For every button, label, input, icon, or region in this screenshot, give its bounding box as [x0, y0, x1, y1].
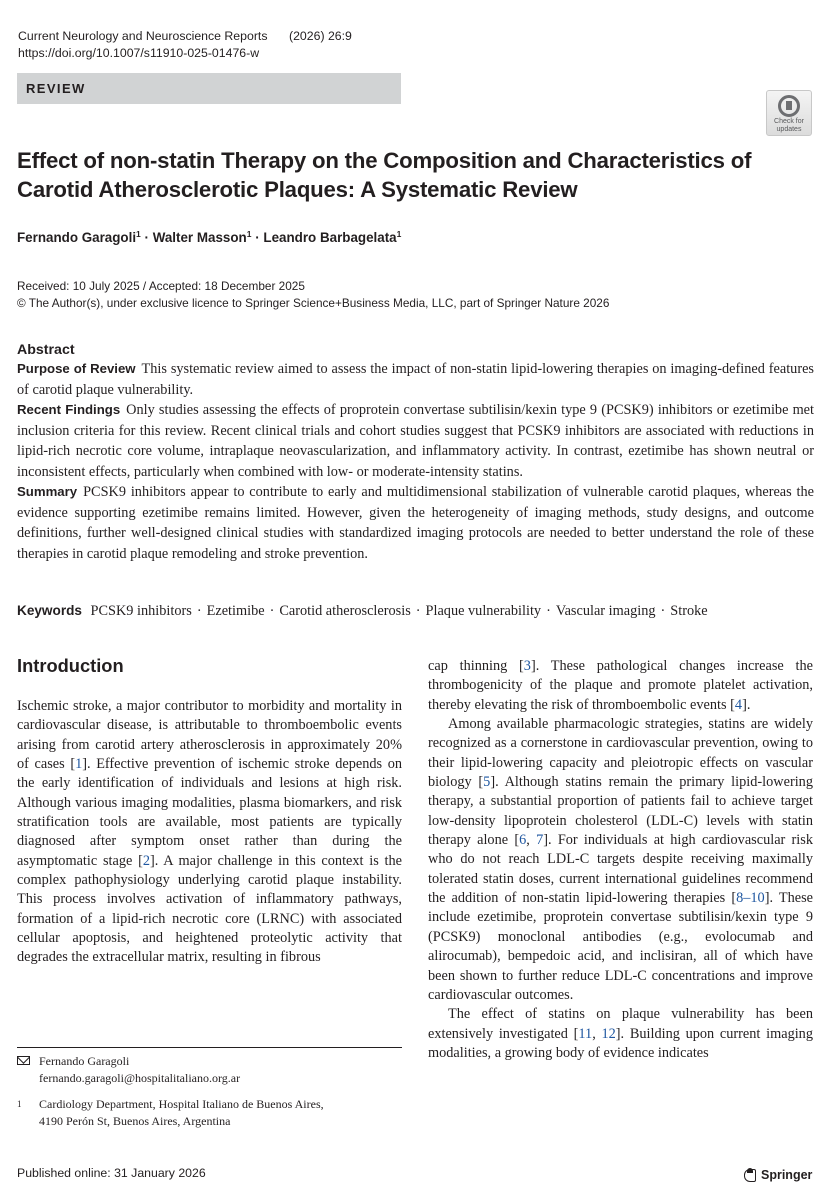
abstract-heading: Abstract — [17, 342, 75, 358]
citation-link[interactable]: 5 — [483, 774, 491, 791]
footnotes — [17, 1053, 324, 1129]
author-list — [17, 229, 401, 245]
keywords — [17, 600, 708, 622]
keywords-label: Keywords — [17, 603, 82, 618]
article-dates — [17, 278, 609, 312]
keyword-separator: · — [269, 603, 275, 619]
volume-info: (2026) 26:9 — [289, 29, 352, 43]
findings-label: Recent Findings — [17, 402, 121, 417]
text-run: , — [526, 832, 537, 849]
text-run: ]. — [742, 696, 751, 713]
text-run: ]. For individuals at high cardiovascular risk who do not reach LDL-C targets despite receiving maximally tolerated statin doses, current international guidelines recommend the addition of non-statin lipid-lowering therapies [ — [428, 832, 813, 907]
intro-paragraph — [428, 1005, 813, 1063]
received-accepted: Received: 10 July 2025 / Accepted: 18 December 2025 — [17, 279, 305, 293]
text-run: ]. Although statins remain the primary lipid-lowering therapy, a substantial proportion of patients fail to achieve target low-density lipoprotein cholesterol (LDL-C) levels with statin therapy alone [ — [428, 774, 813, 849]
citation-link[interactable]: 1 — [75, 756, 83, 773]
purpose-text: This systematic review aimed to assess the impact of non-statin lipid-lowering therapies on imaging-defined features of carotid plaque vulnerability. — [17, 361, 814, 398]
abstract-summary — [17, 482, 814, 564]
publisher-logo — [743, 1168, 812, 1182]
crossmark-label-1: Check for — [774, 118, 804, 125]
text-run: ]. Building upon current imaging modalities, a growing body of evidence indicates — [428, 1025, 813, 1061]
keyword: Ezetimibe — [206, 603, 265, 619]
text-run: ]. These include ezetimibe, proprotein convertase subtilisin/kexin type 9 (PCSK9) monoclonal antibodies (e.g., evolocumab and alirocumab), bempedoic acid, and inclisiran, all of which have been shown to further reduce LDL-C concentrations and improve cardiovascular outcomes. — [428, 890, 813, 1003]
author-name[interactable]: Walter Masson — [152, 230, 247, 245]
footnote-divider — [17, 1047, 402, 1048]
text-run: ]. Effective prevention of ischemic stroke depends on the early identification of individuals and lesions at high risk. Although various imaging modalities, plasma biomarkers, and risk stratification tools are available, most patients are typically diagnosed after symptom onset rather than during the asymptomatic stage [ — [17, 756, 402, 869]
author-name[interactable]: Fernando Garagoli — [17, 230, 137, 245]
left-column — [17, 697, 402, 968]
affiliation-line: Cardiology Department, Hospital Italiano de Buenos Aires, — [39, 1097, 324, 1111]
intro-paragraph — [428, 715, 813, 1005]
text-run: Ischemic stroke, a major contributor to morbidity and mortality in cardiovascular disease, is attributable to thromboembolic events arising from carotid artery atherosclerosis in approximately 20% of cases [ — [17, 698, 402, 773]
author-affiliation-mark: 1 — [136, 229, 141, 239]
author-name[interactable]: Leandro Barbagelata — [263, 230, 397, 245]
journal-name: Current Neurology and Neuroscience Reports — [18, 29, 268, 43]
springer-horse-icon — [743, 1168, 756, 1182]
citation-link[interactable]: 6 — [519, 832, 527, 849]
affiliation — [17, 1096, 324, 1129]
abstract — [17, 341, 814, 564]
citation-link[interactable]: 2 — [142, 852, 150, 869]
right-column — [428, 657, 813, 1063]
keyword: Vascular imaging — [555, 603, 656, 619]
keyword: Stroke — [670, 603, 708, 619]
keyword-separator: · — [196, 603, 202, 619]
author-affiliation-mark: 1 — [396, 229, 402, 239]
crossmark-label-2: updates — [776, 126, 802, 133]
abstract-purpose — [17, 359, 814, 400]
citation-link[interactable]: 8–10 — [736, 890, 765, 907]
crossmark-icon — [778, 95, 800, 117]
text-run: cap thinning [ — [428, 658, 524, 674]
intro-paragraph — [17, 697, 402, 968]
copyright-line: © The Author(s), under exclusive licence to Springer Science+Business Media, LLC, part of Springer Nature 2026 — [17, 296, 610, 310]
article-type-band: REVIEW — [17, 73, 401, 104]
keyword-separator: · — [546, 603, 551, 619]
keyword-separator: · — [415, 603, 421, 619]
author-separator: · — [255, 230, 260, 245]
check-for-updates-badge[interactable] — [766, 90, 812, 136]
introduction-heading: Introduction — [17, 655, 124, 676]
keyword: Plaque vulnerability — [425, 603, 542, 619]
publisher-name: Springer — [761, 1168, 813, 1182]
citation-link[interactable]: 11 — [578, 1025, 593, 1042]
summary-text: PCSK9 inhibitors appear to contribute to early and multidimensional stabilization of vulnerable carotid plaques, whereas the evidence supporting ezetimibe remains limited. However, given the heterogeneity of imaging methods, study designs, and outcome definitions, further well-designed clinical studies with standardized imaging protocols are needed to better understand the role of these therapies in carotid plaque remodeling and stroke prevention. — [17, 484, 814, 562]
citation-link[interactable]: 3 — [523, 658, 531, 674]
abstract-findings — [17, 400, 814, 482]
citation-link[interactable]: 12 — [601, 1025, 616, 1042]
text-run: ]. A major challenge in this context is the complex pathophysiology underlying carotid plaque instability. This process involves activation of inflammatory pathways, formation of a lipid-rich necrotic core (LRNC) with associated cellular apoptosis, and heightened proteolytic activity that degrades the extracellular matrix, resulting in fibrous — [17, 852, 402, 966]
keyword: PCSK9 inhibitors — [90, 603, 192, 619]
text-run: , — [592, 1025, 602, 1042]
keyword: Carotid atherosclerosis — [279, 603, 411, 619]
text-run: Among available pharmacologic strategies, statins are widely recognized as a cornerstone in cardiovascular prevention, owing to their lipid-lowering capacity and pleiotropic effects on vascular biology [ — [428, 716, 813, 791]
text-run: The effect of statins on plaque vulnerability has been extensively investigated [ — [428, 1006, 813, 1042]
text-run: ]. These pathological changes increase the thrombogenicity of the plaque and promote platelet activation, thereby elevating the risk of thromboembolic events [ — [428, 658, 813, 713]
findings-text: Only studies assessing the effects of proprotein convertase subtilisin/kexin type 9 (PCSK9) inhibitors or ezetimibe met inclusion criteria for this review. Recent clinical trials and cohort studies suggest that PCSK9 inhibitors are associated with reductions in lipid-rich necrotic core volume, intraplaque neovascularization, and inflammatory activity. In contrast, ezetimibe has shown neutral or inconsistent effects, particularly when combined with low- or moderate-intensity statins. — [17, 402, 815, 480]
envelope-icon — [17, 1056, 30, 1065]
purpose-label: Purpose of Review — [17, 361, 136, 376]
citation-link[interactable]: 7 — [536, 832, 544, 849]
doi-link[interactable]: https://doi.org/10.1007/s11910-025-01476-w — [18, 46, 260, 60]
corresponding-author — [17, 1053, 324, 1086]
citation-link[interactable]: 4 — [734, 696, 743, 713]
corresponding-name: Fernando Garagoli — [39, 1054, 130, 1068]
affiliation-number: 1 — [17, 1099, 22, 1109]
affiliation-line: 4190 Perón St, Buenos Aires, Argentina — [39, 1113, 231, 1128]
corresponding-email[interactable]: fernando.garagoli@hospitalitaliano.org.ar — [39, 1070, 241, 1085]
author-separator: · — [144, 230, 149, 245]
published-online: Published online: 31 January 2026 — [17, 1166, 206, 1180]
author-affiliation-mark: 1 — [246, 229, 252, 239]
intro-paragraph — [428, 657, 813, 715]
journal-header — [18, 28, 352, 62]
article-title: Effect of non-statin Therapy on the Composition and Characteristics of Carotid Atherosclerotic Plaques: A Systematic Review — [17, 148, 752, 202]
summary-label: Summary — [17, 484, 78, 499]
keyword-separator: · — [660, 603, 666, 619]
